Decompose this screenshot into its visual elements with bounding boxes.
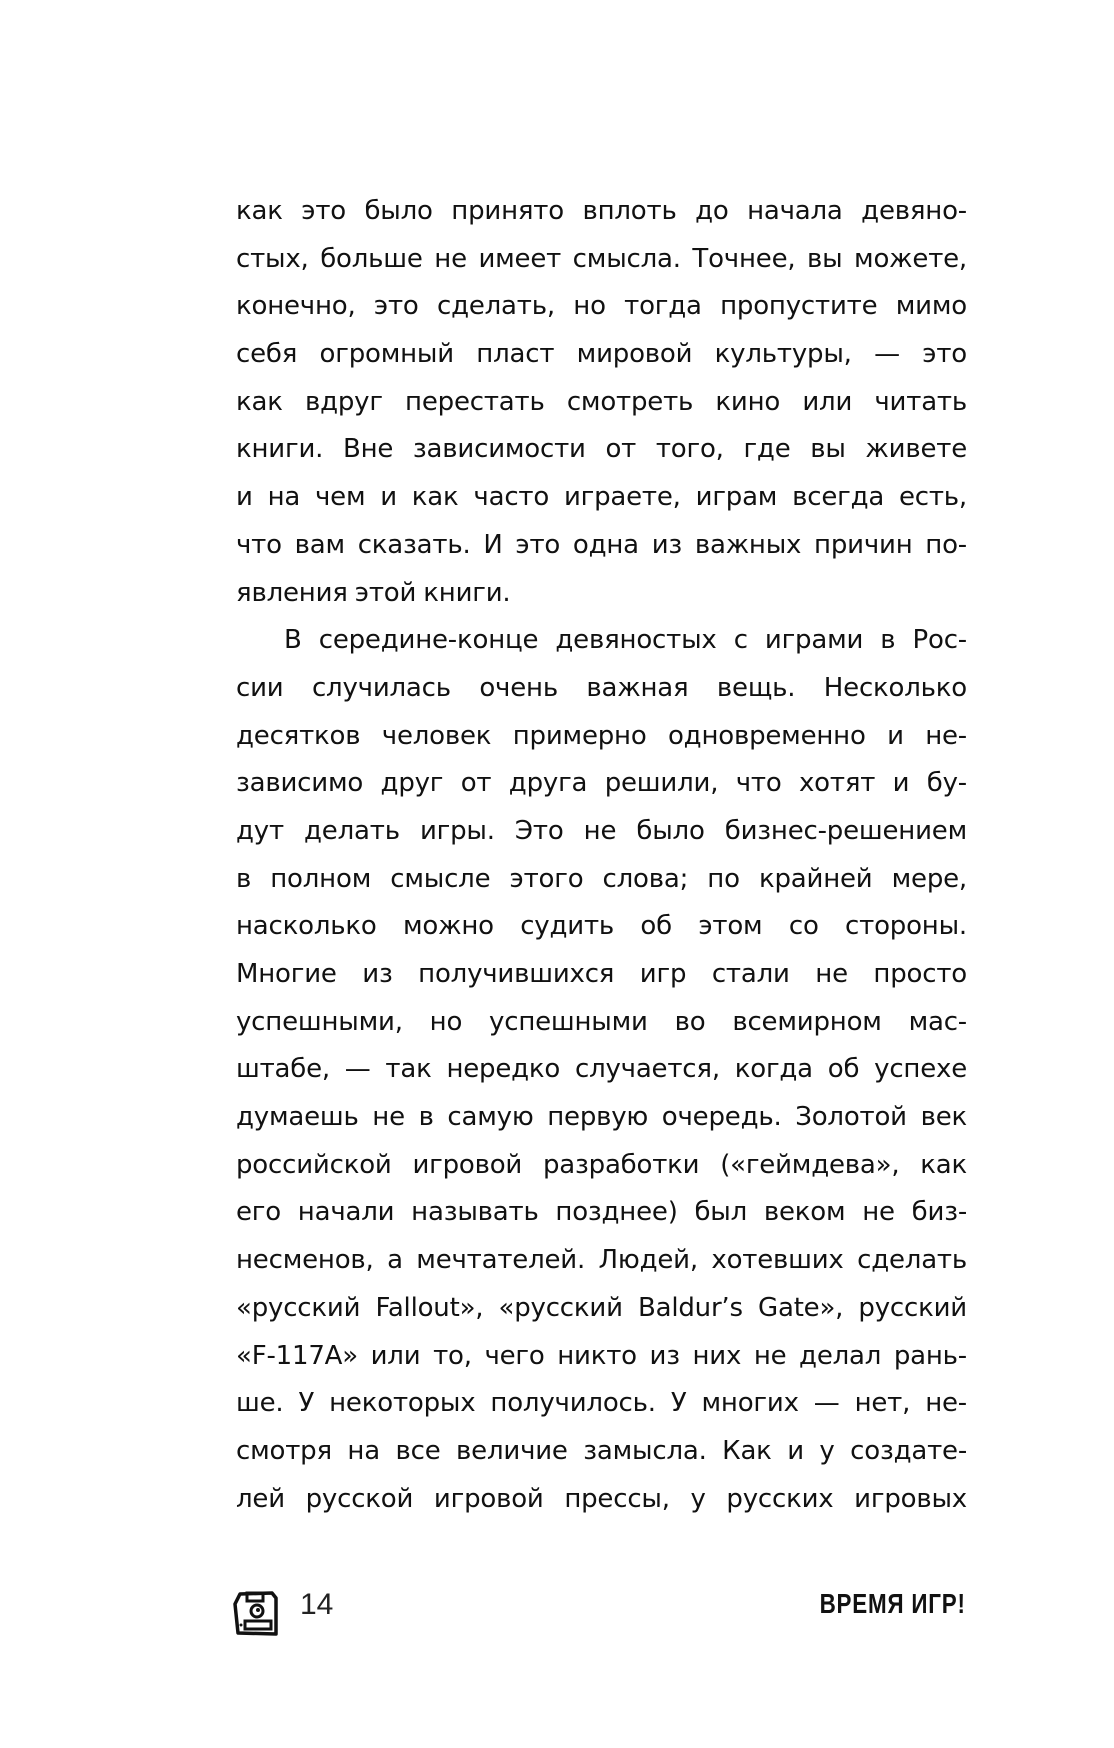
- text-line: как это было принято вплоть до начала девяно-: [236, 196, 967, 226]
- text-line: себя огромный пласт мировой культуры, — это: [236, 339, 967, 370]
- text-line: Многие из получившихся игр стали не просто: [236, 959, 967, 989]
- text-line: сии случилась очень важная вещь. Несколько: [236, 672, 967, 703]
- text-line: «русский Fallout», «русский Baldur’s Gate», русский: [236, 1292, 967, 1323]
- text-line: зависимо друг от друга решили, что хотят и бу-: [236, 768, 967, 799]
- text-line: дут делать игры. Это не было бизнес-решением: [236, 815, 967, 846]
- text-line: его начали называть позднее) был веком не биз-: [236, 1197, 967, 1228]
- text-line: что вам сказать. И это одна из важных причин по-: [236, 529, 967, 560]
- text-line: насколько можно судить об этом со стороны.: [236, 911, 967, 942]
- book-title: ВРЕМЯ ИГР!: [819, 1588, 966, 1619]
- text-line: явления этой книги.: [236, 577, 511, 608]
- text-line: лей русской игровой прессы, у русских игровых: [236, 1483, 967, 1514]
- text-line: несменов, а мечтателей. Людей, хотевших сделать: [236, 1245, 967, 1276]
- text-line: и на чем и как часто играете, играм всегда есть,: [236, 482, 967, 513]
- text-line: книги. Вне зависимости от того, где вы живете: [236, 434, 967, 465]
- body-text: [236, 188, 967, 1523]
- text-line: стых, больше не имеет смысла. Точнее, вы можете,: [236, 243, 967, 274]
- text-line: десятков человек примерно одновременно и не-: [236, 720, 967, 751]
- text-line: успешными, но успешными во всемирном мас-: [236, 1006, 967, 1037]
- text-line: В середине-конце девяностых с играми в Рос-: [284, 625, 967, 656]
- floppy-disk-icon: [232, 1590, 282, 1636]
- text-line: «F-117A» или то, чего никто из них не делал рань-: [236, 1340, 967, 1371]
- page-number: 14: [300, 1588, 334, 1621]
- text-line: как вдруг перестать смотреть кино или читать: [236, 386, 967, 417]
- text-line: штабе, — так нередко случается, когда об успехе: [236, 1054, 967, 1085]
- text-line: ше. У некоторых получилось. У многих — нет, не-: [236, 1388, 967, 1419]
- text-line: думаешь не в самую первую очередь. Золотой век: [236, 1102, 967, 1133]
- text-line: российской игровой разработки («геймдева», как: [236, 1149, 967, 1180]
- text-line: конечно, это сделать, но тогда пропустите мимо: [236, 291, 967, 322]
- text-line: смотря на все величие замысла. Как и у создате-: [236, 1435, 967, 1466]
- text-line: в полном смысле этого слова; по крайней мере,: [236, 863, 967, 894]
